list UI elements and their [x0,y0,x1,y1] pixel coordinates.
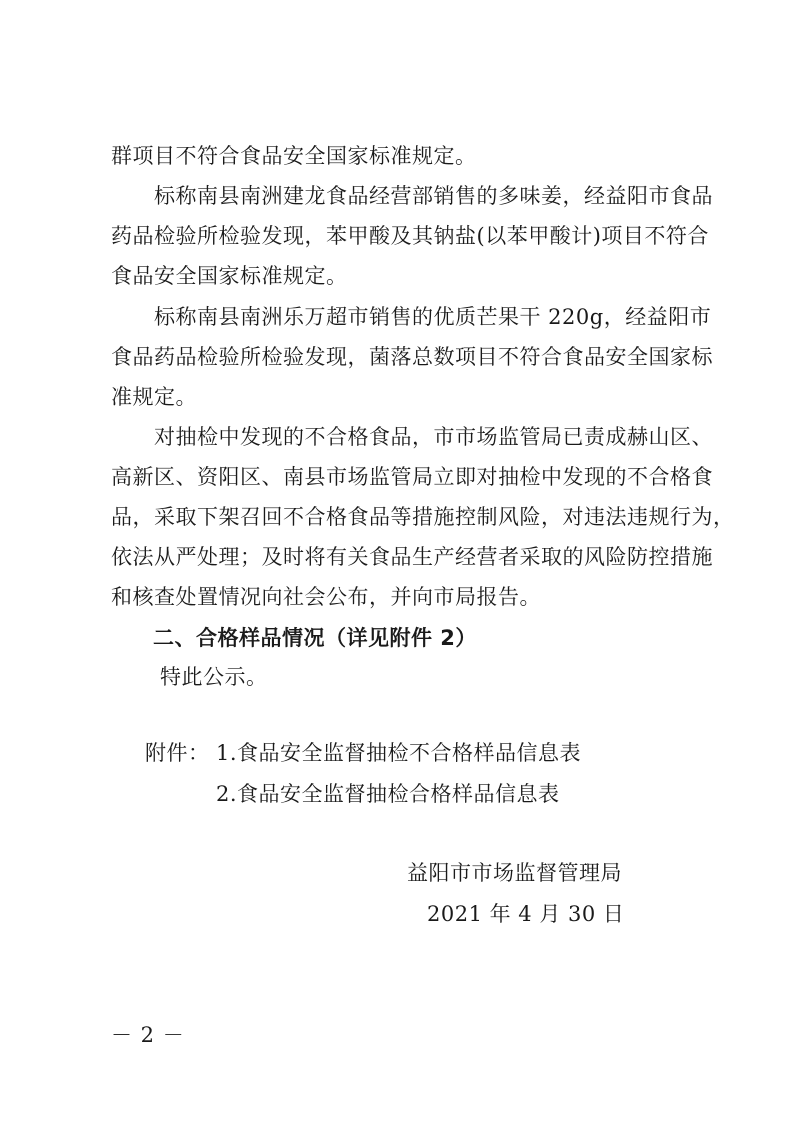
attachments-label: 附件： [145,741,210,765]
paragraph-line: 准规定。 [111,385,197,409]
section-heading: 二、合格样品情况（详见附件 2） [153,626,477,650]
paragraph-line: 药品检验所检验发现，苯甲酸及其钠盐(以苯甲酸计)项目不符合 [111,224,709,248]
paragraph-line: 食品药品检验所检验发现，菌落总数项目不符合食品安全国家标 [111,345,713,369]
paragraph-line: 标称南县南洲建龙食品经营部销售的多味姜，经益阳市食品 [111,184,713,208]
paragraph-1 [111,136,691,176]
paragraph-3 [111,297,713,417]
signature-date: 2021 年 4 月 30 日 [427,902,625,926]
attachment-item-2: 2.食品安全监督抽检合格样品信息表 [216,782,560,806]
paragraph-4 [111,417,735,617]
signature-org: 益阳市市场监督管理局 [407,861,622,885]
paragraph-line: 对抽检中发现的不合格食品，市市场监管局已责成赫山区、 [111,425,713,449]
paragraph-line: 依法从严处理；及时将有关食品生产经营者采取的风险防控措施 [111,545,713,569]
paragraph-line: 品，采取下架召回不合格食品等措施控制风险，对违法违规行为， [111,505,735,529]
paragraph-line: 和核查处置情况向社会公布，并向市局报告。 [111,585,541,609]
paragraph-line: 标称南县南洲乐万超市销售的优质芒果干 220g，经益阳市 [111,305,712,329]
paragraph-line: 食品安全国家标准规定。 [111,264,348,288]
paragraph-2 [111,176,713,296]
paragraph-line: 高新区、资阳区、南县市场监管局立即对抽检中发现的不合格食 [111,465,713,489]
attachment-item-1: 1.食品安全监督抽检不合格样品信息表 [216,741,582,765]
page-number: － 2 － [111,1023,185,1047]
notice-text: 特此公示。 [160,665,268,689]
paragraph-line: 群项目不符合食品安全国家标准规定。 [111,144,477,168]
